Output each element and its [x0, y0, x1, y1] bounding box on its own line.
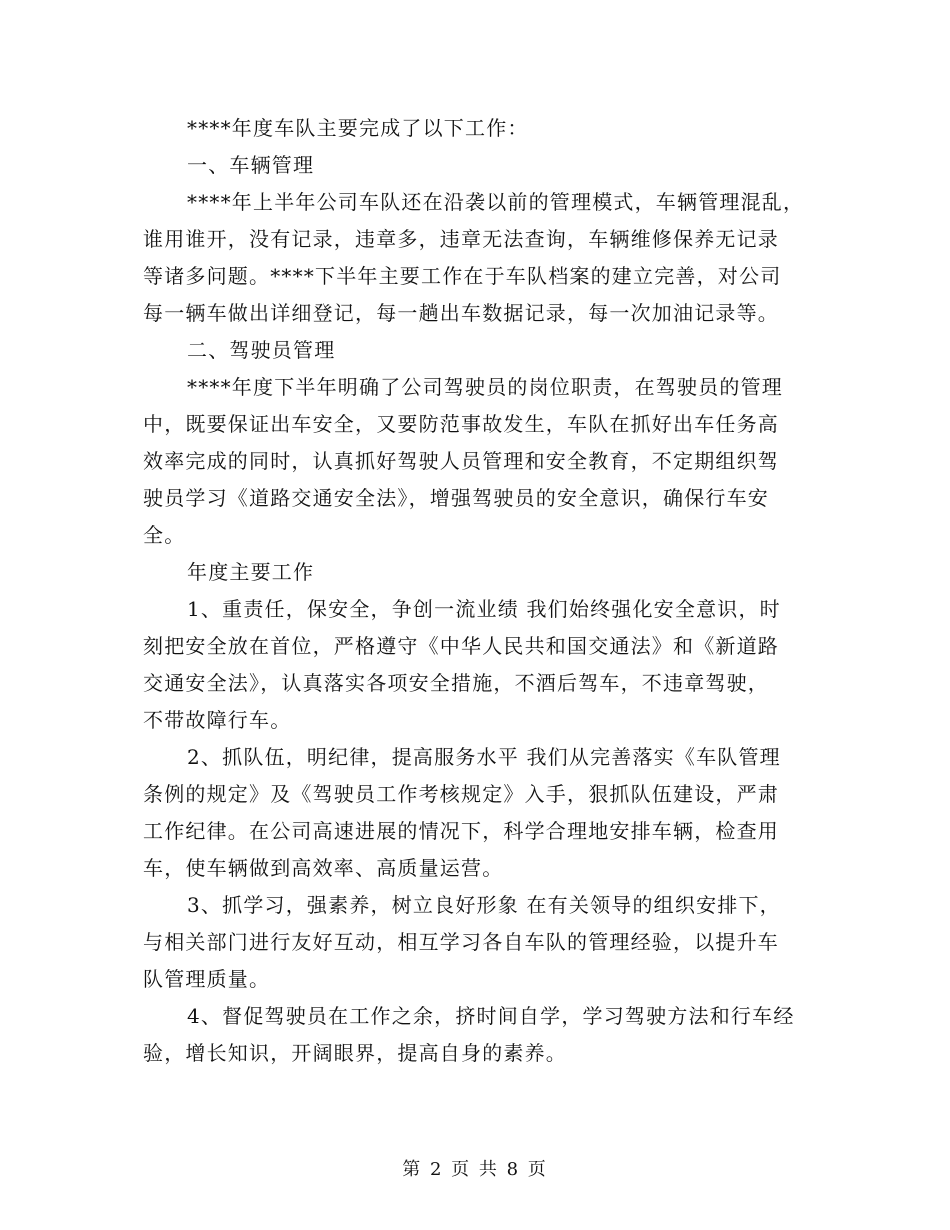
paragraph-line: 车，使车辆做到高效率、高质量运营。 [143, 856, 504, 880]
paragraph-line: 3、抓学习，强素养，树立良好形象 在有关领导的组织安排下， [187, 893, 781, 917]
paragraph-line: 工作纪律。在公司高速进展的情况下，科学合理地安排车辆，检查用 [143, 819, 779, 843]
paragraph-line: 验，增长知识，开阔眼界，提高自身的素养。 [143, 1041, 567, 1065]
paragraph-line: 刻把安全放在首位，严格遵守《中华人民共和国交通法》和《新道路 [143, 634, 779, 658]
paragraph-line: 4、督促驾驶员在工作之余，挤时间自学，学习驾驶方法和行车经 [187, 1004, 795, 1028]
page-number-footer: 第 2 页 共 8 页 [402, 1159, 548, 1180]
paragraph-line: 与相关部门进行友好互动，相互学习各自车队的管理经验，以提升车 [143, 930, 779, 954]
paragraph-line: 队管理质量。 [143, 967, 271, 991]
paragraph-line: 条例的规定》及《驾驶员工作考核规定》入手，狠抓队伍建设，严肃 [143, 782, 779, 806]
paragraph-line: 1、重责任，保安全，争创一流业绩 我们始终强化安全意识，时 [187, 597, 781, 621]
paragraph-line: 等诸多问题。****下半年主要工作在于车队档案的建立完善，对公司 [143, 264, 782, 288]
section-heading: 一、车辆管理 [187, 153, 315, 177]
paragraph-line: 谁用谁开，没有记录，违章多，违章无法查询，车辆维修保养无记录 [143, 227, 779, 251]
paragraph-line: ****年度下半年明确了公司驾驶员的岗位职责，在驾驶员的管理 [187, 375, 783, 399]
paragraph-line: 全。 [143, 523, 186, 547]
section-heading: 二、驾驶员管理 [187, 338, 336, 362]
paragraph-line: 每一辆车做出详细登记，每一趟出车数据记录，每一次加油记录等。 [143, 301, 779, 325]
paragraph-line: 交通安全法》，认真落实各项安全措施，不酒后驾车，不违章驾驶， [143, 671, 769, 695]
paragraph-line: 2、抓队伍，明纪律，提高服务水平 我们从完善落实《车队管理 [187, 745, 781, 769]
paragraph-line: ****年上半年公司车队还在沿袭以前的管理模式，车辆管理混乱， [187, 190, 805, 214]
paragraph-line: ****年度车队主要完成了以下工作： [187, 116, 529, 140]
section-heading: 年度主要工作 [187, 560, 315, 584]
paragraph-line: 效率完成的同时，认真抓好驾驶人员管理和安全教育，不定期组织驾 [143, 449, 779, 473]
paragraph-line: 驶员学习《道路交通安全法》，增强驾驶员的安全意识，确保行车安 [143, 486, 769, 510]
paragraph-line: 中，既要保证出车安全，又要防范事故发生，车队在抓好出车任务高 [143, 412, 779, 436]
paragraph-line: 不带故障行车。 [143, 708, 292, 732]
